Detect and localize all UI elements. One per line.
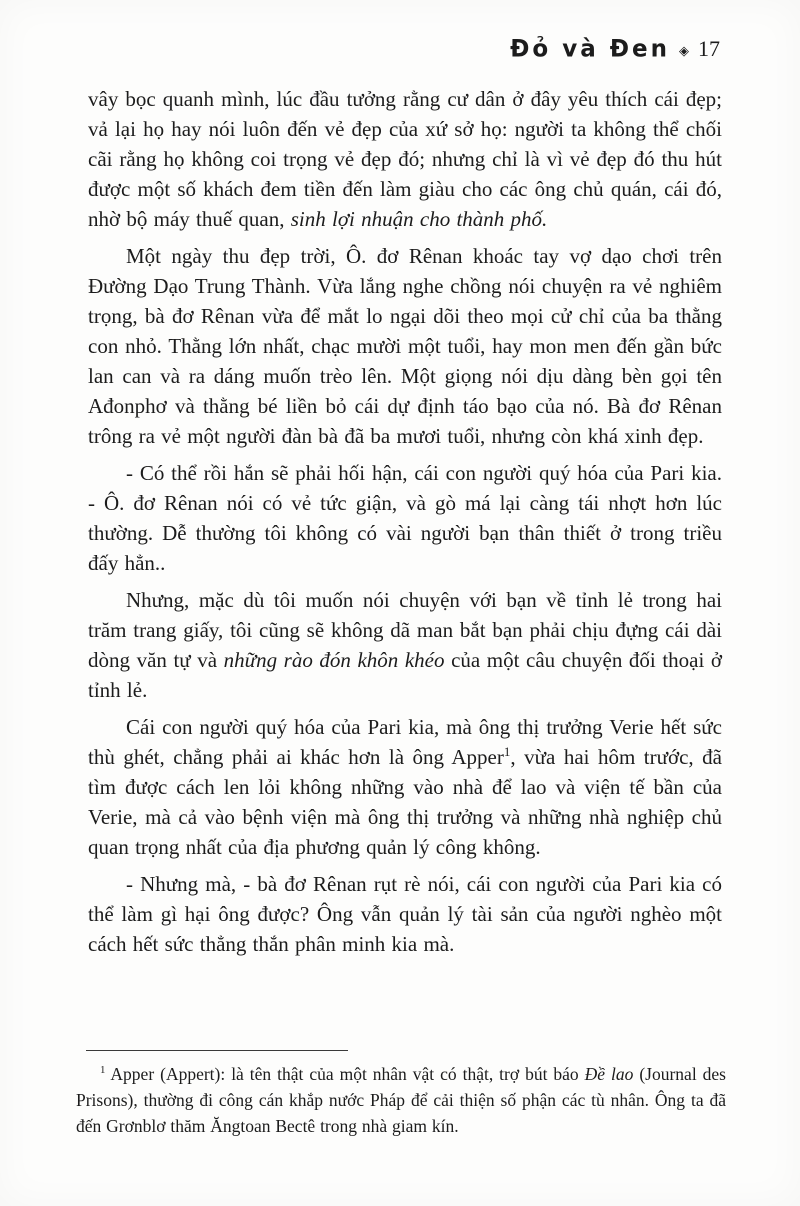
body-text — [88, 84, 722, 966]
body-paragraph: Nhưng, mặc dù tôi muốn nói chuyện với bạn về tỉnh lẻ trong hai trăm trang giấy, tôi cũng sẽ không dã man bắt bạn phải chịu đựng cái dài dòng văn tự và những rào đón khôn khéo của một câu chuyện đối thoại ở tỉnh lẻ. — [88, 588, 722, 702]
body-paragraph: Một ngày thu đẹp trời, Ô. đơ Rênan khoác tay vợ dạo chơi trên Đường Dạo Trung Thành. Vừa lắng nghe chồng nói chuyện ra vẻ nghiêm trọng, bà đơ Rênan vừa để mắt lo ngại dõi theo mọi cử chỉ của ba thằng con nhỏ. Thằng lớn nhất, chạc mười một tuổi, hay mon men đến gần bức lan can và ra dáng muốn trèo lên. Một giọng nói dịu dàng bèn gọi tên Ađonphơ và thằng bé liền bỏ cái dự định táo bạo của nó. Bà đơ Rênan trông ra vẻ một người đàn bà đã ba mươi tuổi, nhưng còn khá xinh đẹp. — [88, 244, 722, 448]
diamond-icon: ◈ — [679, 42, 689, 58]
page-number: 17 — [698, 36, 720, 61]
footnote — [76, 1050, 726, 1139]
footnote-text: $^1$ Apper (Appert): là tên thật của một nhân vật có thật, trợ bút báo Đề lao (Journal des Prisons), thường đi công cán khắp nước Pháp để cải thiện số phận các tù nhân. Ông ta đã đến Grơnblơ thăm Ăngtoan Bectê trong nhà giam kín. — [76, 1064, 726, 1136]
body-paragraph: - Nhưng mà, - bà đơ Rênan rụt rè nói, cái con người của Pari kia có thể làm gì hại ông được? Ông vẫn quản lý tài sản của người nghèo một cách hết sức thẳng thắn phân minh kia mà. — [88, 872, 722, 956]
book-title: Đỏ và Đen — [510, 35, 670, 63]
body-paragraph: Cái con người quý hóa của Pari kia, mà ông thị trưởng Verie hết sức thù ghét, chẳng phải ai khác hơn là ông Apper$^1$, vừa hai hôm trước, đã tìm được cách len lỏi không những vào nhà để lao và viện tế bần của Verie, mà cả vào bệnh viện mà ông thị trưởng và những nhà nghiệp chủ quan trọng nhất của địa phương quản lý công không. — [88, 715, 722, 859]
running-header — [510, 36, 720, 62]
body-paragraph: - Có thể rồi hắn sẽ phải hối hận, cái con người quý hóa của Pari kia. - Ô. đơ Rênan nói có vẻ tức giận, và gò má lại càng tái nhợt hơn lúc thường. Dễ thường tôi không có vài người bạn thân thiết ở trong triều đấy hẳn.. — [88, 461, 722, 575]
body-paragraph: vây bọc quanh mình, lúc đầu tưởng rằng cư dân ở đây yêu thích cái đẹp; vả lại họ hay nói luôn đến vẻ đẹp của xứ sở họ: người ta không thể chối cãi rằng họ không coi trọng vẻ đẹp đó; nhưng chỉ là vì vẻ đẹp đó thu hút được một số khách đem tiền đến làm giàu cho các ông chủ quán, cái đó, nhờ bộ máy thuế quan, sinh lợi nhuận cho thành phố. — [88, 87, 722, 231]
footnote-divider — [86, 1050, 348, 1051]
